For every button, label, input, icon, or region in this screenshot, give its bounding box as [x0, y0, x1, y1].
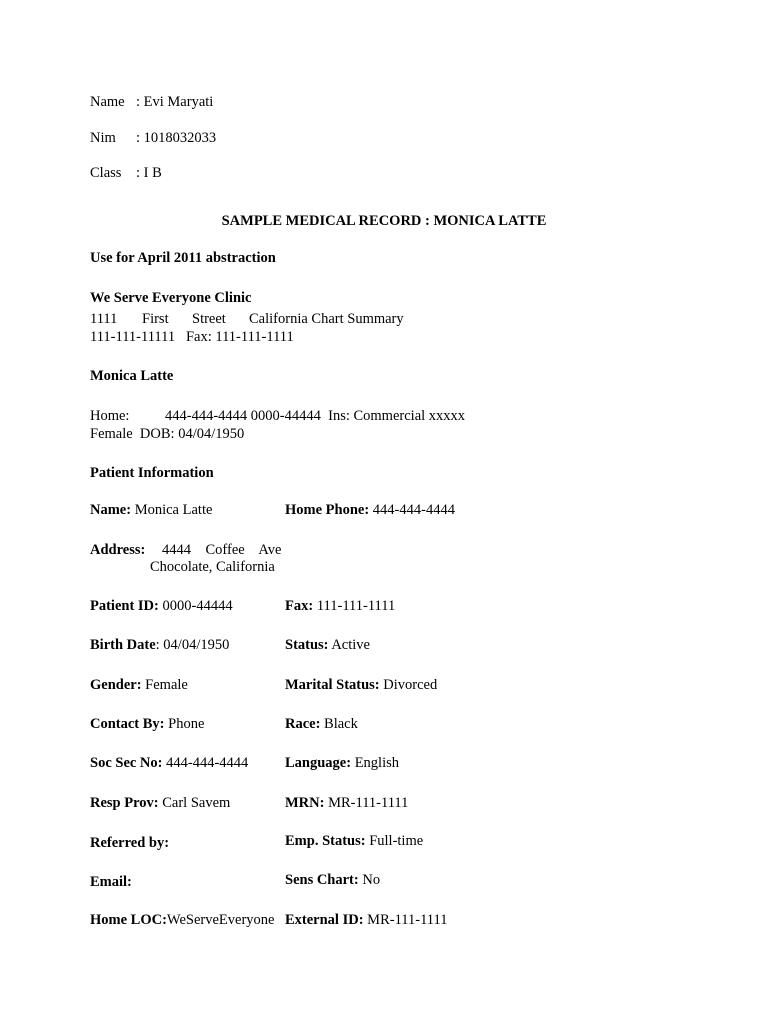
- field-race-label: Race:: [285, 716, 321, 732]
- field-gender-value: Female: [141, 677, 188, 693]
- field-emp-value: Full-time: [365, 833, 424, 849]
- field-birth-date: [90, 636, 229, 654]
- field-language-value: English: [351, 755, 400, 771]
- clinic-addr-street: Street: [192, 311, 226, 327]
- field-fax-value: 111-111-1111: [313, 598, 396, 614]
- student-name-value: : Evi Maryati: [136, 94, 214, 110]
- field-marital-label: Marital Status:: [285, 677, 380, 693]
- field-contact-value: Phone: [164, 716, 205, 732]
- field-status-label: Status:: [285, 637, 329, 653]
- field-fax-label: Fax:: [285, 598, 314, 614]
- field-home-loc: [90, 911, 274, 929]
- field-external-value: MR-111-1111: [363, 912, 448, 928]
- student-nim-value: : 1018032033: [136, 130, 217, 146]
- field-patient-id-label: Patient ID:: [90, 598, 159, 614]
- field-gender-label: Gender:: [90, 677, 142, 693]
- student-class-label: Class: [90, 165, 122, 181]
- field-status-value: Active: [328, 637, 370, 653]
- patient-gender-dob: Female DOB: 04/04/1950: [90, 426, 245, 442]
- field-mrn-value: MR-111-1111: [324, 795, 409, 811]
- field-ssn: [90, 754, 248, 772]
- field-patient-id-value: 0000-44444: [158, 598, 233, 614]
- field-gender: [90, 676, 188, 694]
- field-race-value: Black: [320, 716, 358, 732]
- field-marital-status: [285, 676, 437, 694]
- patient-info-heading: Patient Information: [90, 465, 214, 481]
- field-resp-value: Carl Savem: [158, 795, 231, 811]
- field-mrn: [285, 794, 408, 812]
- student-nim-label: Nim: [90, 130, 116, 146]
- field-ssn-value: 444-444-4444: [162, 755, 249, 771]
- patient-home-label: Home:: [90, 408, 130, 424]
- field-homeloc-value: WeServeEveryone: [166, 912, 275, 928]
- clinic-addr-number: 1111: [90, 311, 118, 327]
- field-ssn-label: Soc Sec No:: [90, 755, 163, 771]
- use-for-note: Use for April 2011 abstraction: [90, 250, 276, 266]
- field-sens-value: No: [358, 872, 381, 888]
- patient-home-value: 444-444-4444 0000-44444 Ins: Commercial xxxxx: [165, 408, 466, 424]
- field-address-line2: Chocolate, California: [150, 559, 275, 575]
- field-address-label: Address:: [90, 542, 146, 558]
- field-name: [90, 501, 212, 519]
- field-language: [285, 754, 399, 772]
- student-name-label: Name: [90, 94, 125, 110]
- clinic-name: We Serve Everyone Clinic: [90, 290, 252, 306]
- clinic-chart-summary: California Chart Summary: [249, 311, 404, 327]
- field-homeloc-label: Home LOC:: [90, 912, 167, 928]
- document-title: SAMPLE MEDICAL RECORD : MONICA LATTE: [221, 213, 547, 229]
- field-patient-id: [90, 597, 233, 615]
- field-sens-chart: [285, 871, 380, 889]
- field-email-label: Email:: [90, 874, 132, 890]
- field-language-label: Language:: [285, 755, 352, 771]
- field-address-line1: 4444 Coffee Ave: [162, 542, 282, 558]
- field-fax: [285, 597, 395, 615]
- field-mrn-label: MRN:: [285, 795, 325, 811]
- field-referred-label: Referred by:: [90, 835, 170, 851]
- field-home-phone-value: 444-444-4444: [369, 502, 455, 518]
- patient-name-heading: Monica Latte: [90, 368, 174, 384]
- field-external-label: External ID:: [285, 912, 364, 928]
- field-emp-status: [285, 832, 423, 850]
- clinic-addr-first: First: [142, 311, 169, 327]
- field-name-value: Monica Latte: [131, 502, 213, 518]
- field-resp-prov: [90, 794, 230, 812]
- field-birth-date-value: : 04/04/1950: [155, 637, 230, 653]
- field-marital-value: Divorced: [379, 677, 438, 693]
- field-external-id: [285, 911, 447, 929]
- field-resp-label: Resp Prov:: [90, 795, 159, 811]
- field-race: [285, 715, 358, 733]
- field-name-label: Name:: [90, 502, 132, 518]
- student-class-value: : I B: [136, 165, 162, 181]
- field-emp-label: Emp. Status:: [285, 833, 366, 849]
- field-contact-label: Contact By:: [90, 716, 165, 732]
- field-status: [285, 636, 370, 654]
- field-home-phone: [285, 501, 455, 519]
- field-contact-by: [90, 715, 204, 733]
- field-birth-date-label: Birth Date: [90, 637, 156, 653]
- field-sens-label: Sens Chart:: [285, 872, 359, 888]
- field-home-phone-label: Home Phone:: [285, 502, 370, 518]
- clinic-phone-fax: 111-111-11111 Fax: 111-111-1111: [90, 329, 294, 345]
